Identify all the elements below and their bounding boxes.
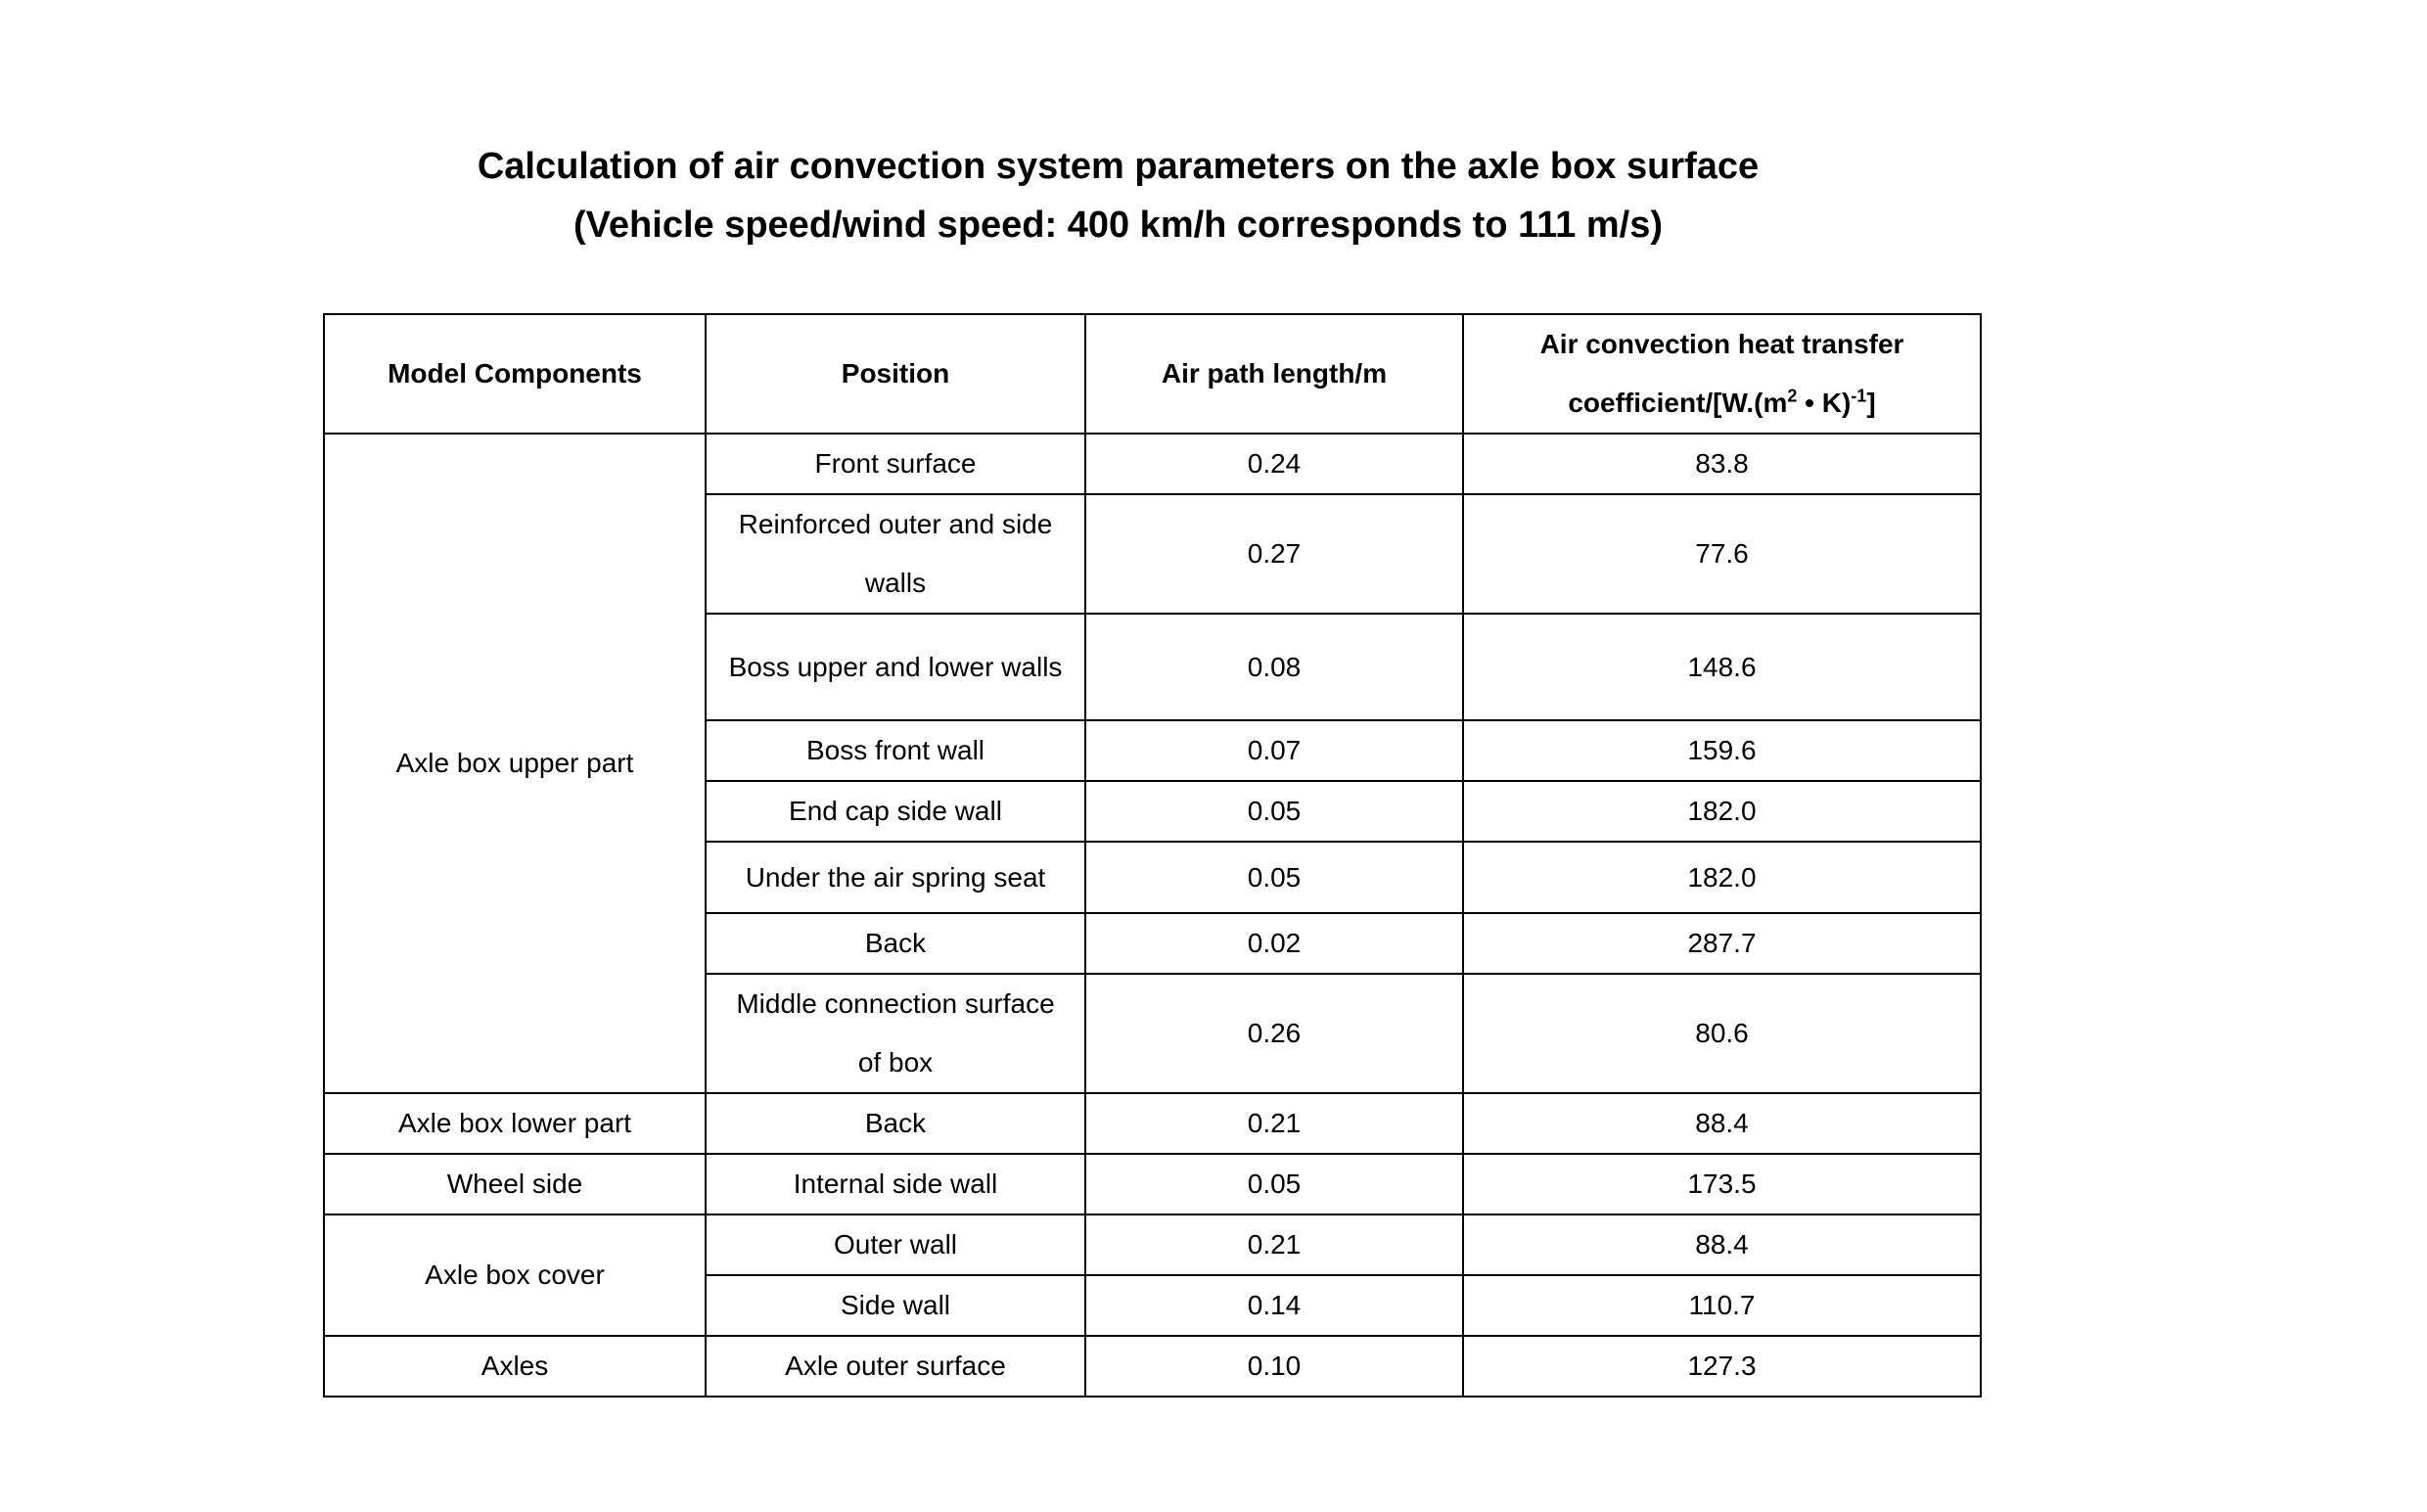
coefficient-cell: 88.4 xyxy=(1463,1093,1981,1154)
length-cell: 0.14 xyxy=(1085,1275,1463,1336)
header-coef-sup2: -1 xyxy=(1851,386,1867,406)
coefficient-cell: 148.6 xyxy=(1463,614,1981,720)
coefficient-cell: 83.8 xyxy=(1463,434,1981,494)
position-cell: Middle connection surface of box xyxy=(706,974,1085,1093)
position-cell: Internal side wall xyxy=(706,1154,1085,1214)
position-cell: Back xyxy=(706,1093,1085,1154)
coefficient-cell: 77.6 xyxy=(1463,494,1981,614)
component-cell: Wheel side xyxy=(324,1154,706,1214)
table-header-row xyxy=(324,314,1981,434)
table-row xyxy=(324,434,1981,494)
coefficient-cell: 287.7 xyxy=(1463,913,1981,974)
position-cell: Outer wall xyxy=(706,1214,1085,1275)
length-cell: 0.27 xyxy=(1085,494,1463,614)
header-air-path-length: Air path length/m xyxy=(1085,314,1463,434)
component-cell: Axle box lower part xyxy=(324,1093,706,1154)
position-cell: Side wall xyxy=(706,1275,1085,1336)
position-cell: Reinforced outer and side walls xyxy=(706,494,1085,614)
title-line-2: (Vehicle speed/wind speed: 400 km/h corresponds to 111 m/s) xyxy=(573,205,1663,246)
coefficient-cell: 110.7 xyxy=(1463,1275,1981,1336)
header-coef-mid: • K) xyxy=(1797,388,1852,418)
length-cell: 0.21 xyxy=(1085,1093,1463,1154)
header-heat-transfer-coefficient xyxy=(1463,314,1981,434)
length-cell: 0.07 xyxy=(1085,720,1463,781)
coefficient-cell: 80.6 xyxy=(1463,974,1981,1093)
length-cell: 0.05 xyxy=(1085,781,1463,842)
header-coef-base: Air convection heat transfer coefficient/[W.(m xyxy=(1539,329,1904,418)
position-cell: Axle outer surface xyxy=(706,1336,1085,1397)
coefficient-cell: 173.5 xyxy=(1463,1154,1981,1214)
length-cell: 0.24 xyxy=(1085,434,1463,494)
coefficient-cell: 127.3 xyxy=(1463,1336,1981,1397)
table-row xyxy=(324,1154,1981,1214)
position-cell: Back xyxy=(706,913,1085,974)
coefficient-cell: 88.4 xyxy=(1463,1214,1981,1275)
table-row xyxy=(324,1093,1981,1154)
table-row xyxy=(324,1214,1981,1275)
table-row xyxy=(324,1336,1981,1397)
position-cell: Boss front wall xyxy=(706,720,1085,781)
header-coef-sup1: 2 xyxy=(1787,386,1798,406)
header-position: Position xyxy=(706,314,1085,434)
coefficient-cell: 182.0 xyxy=(1463,781,1981,842)
parameters-table xyxy=(323,313,1982,1397)
length-cell: 0.02 xyxy=(1085,913,1463,974)
length-cell: 0.10 xyxy=(1085,1336,1463,1397)
length-cell: 0.05 xyxy=(1085,1154,1463,1214)
length-cell: 0.21 xyxy=(1085,1214,1463,1275)
header-model-components: Model Components xyxy=(324,314,706,434)
position-cell: Front surface xyxy=(706,434,1085,494)
position-cell: End cap side wall xyxy=(706,781,1085,842)
position-cell: Under the air spring seat xyxy=(706,842,1085,913)
coefficient-cell: 182.0 xyxy=(1463,842,1981,913)
component-cell: Axle box cover xyxy=(324,1214,706,1336)
document-title xyxy=(0,137,2236,254)
position-cell: Boss upper and lower walls xyxy=(706,614,1085,720)
header-coef-end: ] xyxy=(1866,388,1876,418)
length-cell: 0.26 xyxy=(1085,974,1463,1093)
coefficient-cell: 159.6 xyxy=(1463,720,1981,781)
component-cell: Axles xyxy=(324,1336,706,1397)
component-cell: Axle box upper part xyxy=(324,434,706,1093)
title-line-1: Calculation of air convection system parameters on the axle box surface xyxy=(477,146,1760,187)
length-cell: 0.08 xyxy=(1085,614,1463,720)
length-cell: 0.05 xyxy=(1085,842,1463,913)
